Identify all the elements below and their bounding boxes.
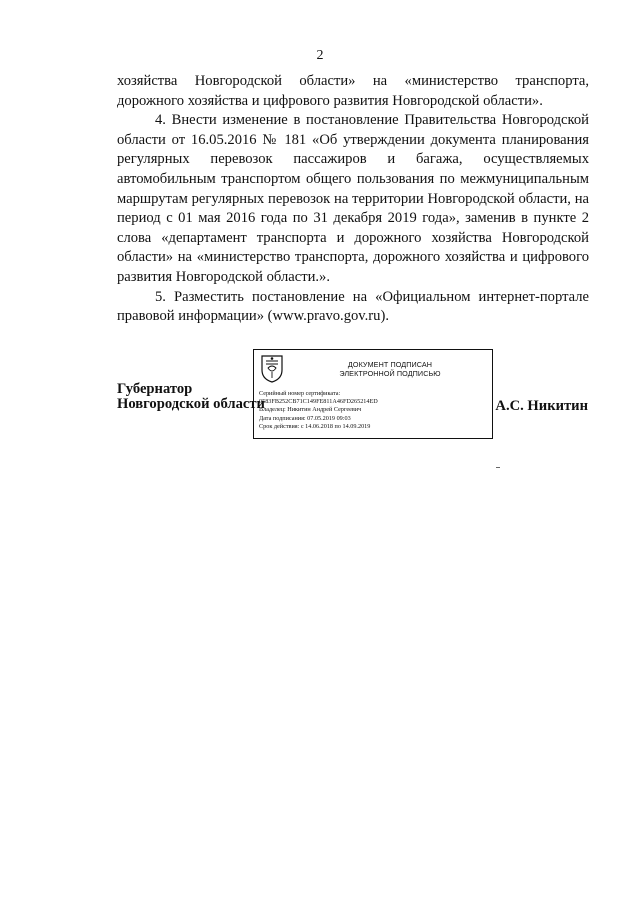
scan-mark bbox=[496, 467, 500, 468]
certificate-owner: Владелец: Никитин Андрей Сергеевич bbox=[259, 406, 362, 414]
stamp-header-line2: ЭЛЕКТРОННОЙ ПОДПИСЬЮ bbox=[339, 369, 441, 378]
serial-value: 0583FB252CB71C149FE811A46FD265214ED bbox=[259, 398, 378, 406]
signatory-title bbox=[117, 382, 265, 412]
signatory-title-line1: Губернатор bbox=[117, 381, 193, 397]
paragraph-item-4: 4. Внести изменение в постановление Правительства Новгородской области от 16.05.2016 № 181 «Об утверждении документа планирования регулярных перевозок пассажиров и багажа, осуществляемых автомобильным транспортом общего пользования по межмуниципальным маршрутам регулярных перевозок на территории Новгородской области, на период с 01 мая 2016 года по 31 декабря 2019 года», заменив в пункте 2 слова «департамент транспорта и дорожного хозяйства Новгородской области» на «министерство транспорта, дорожного хозяйства и цифрового развития Новгородской области.». bbox=[117, 112, 589, 285]
paragraph-continuation: хозяйства Новгородской области» на «министерство транспорта, дорожного хозяйства и цифрового развития Новгородской области». bbox=[117, 73, 589, 109]
signatory-name: А.С. Никитин bbox=[495, 398, 588, 414]
paragraph-item-5: 5. Разместить постановление на «Официальном интернет-портале правовой информации» (www.pravo.gov.ru). bbox=[117, 288, 589, 325]
stamp-header bbox=[300, 360, 480, 378]
page-number: 2 bbox=[316, 48, 324, 63]
coat-of-arms-icon bbox=[259, 354, 285, 384]
serial-label: Серийный номер сертификата: bbox=[259, 390, 341, 397]
signatory-title-line2: Новгородской области bbox=[117, 396, 265, 412]
signing-date: Дата подписания: 07.05.2019 09:03 bbox=[259, 414, 351, 422]
validity-period: Срок действия: с 14.06.2018 по 14.09.2019 bbox=[259, 422, 371, 430]
certificate-details bbox=[259, 390, 378, 431]
document-body bbox=[117, 72, 589, 327]
stamp-header-line1: ДОКУМЕНТ ПОДПИСАН bbox=[347, 360, 433, 369]
electronic-signature-stamp bbox=[253, 349, 493, 439]
